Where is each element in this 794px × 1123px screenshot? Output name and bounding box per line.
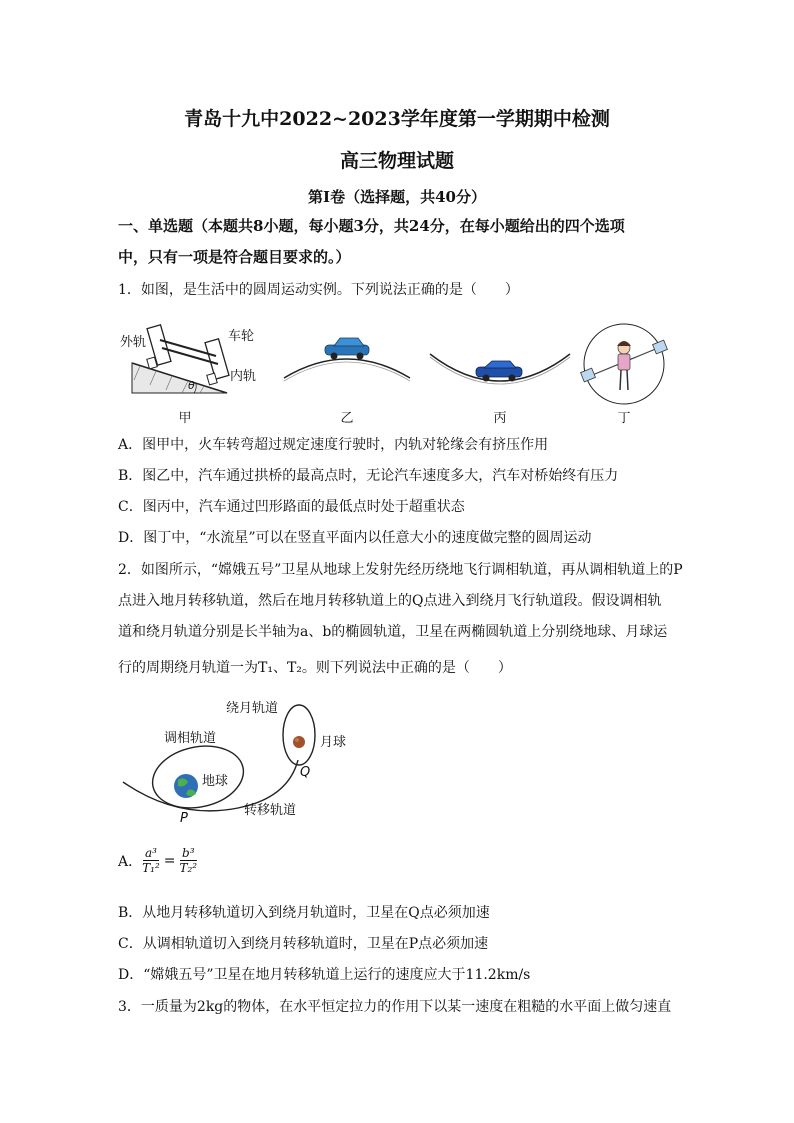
figure-ding-water-meteor: [581, 324, 668, 404]
point-p-label: P: [180, 811, 188, 826]
q1-option-b: B．图乙中，汽车通过拱桥的最高点时，无论汽车速度多大，汽车对桥始终有压力: [118, 468, 619, 484]
q2-option-a-prefix: A．: [118, 853, 143, 870]
transfer-orbit-label: 转移轨道: [244, 803, 297, 818]
q2-stem-line2: 点进入地月转移轨道，然后在地月转移轨道上的Q点进入到绕月飞行轨道段。假设调相轨: [118, 593, 662, 609]
equals-sign: =: [163, 852, 176, 869]
fraction-b-cubed-over-t2: [179, 846, 197, 875]
earth-label: 地球: [202, 774, 229, 789]
fig-label-ding: 丁: [617, 411, 631, 426]
moon-label: 月球: [320, 735, 347, 750]
section-heading-line2: 中，只有一项是符合题目要求的。）: [118, 248, 351, 266]
q2-option-a: [118, 846, 197, 875]
q3-stem: 3．一质量为2kg的物体，在水平恒定拉力的作用下以某一速度在粗糙的水平面上做匀速直: [118, 999, 672, 1015]
section-heading-line1: 一、单选题（本题共8小题，每小题3分，共24分，在每小题给出的四个选项: [118, 217, 625, 235]
outer-rail-label: 外轨: [120, 335, 147, 350]
fig-label-jia: 甲: [178, 411, 192, 426]
fraction-rhs-denominator: T₂²: [179, 861, 198, 875]
lunar-orbit: [283, 705, 315, 765]
lunar-orbit-label: 绕月轨道: [226, 701, 279, 716]
inner-rail-label: 内轨: [230, 369, 257, 384]
wheel-label: 车轮: [228, 329, 255, 344]
phasing-orbit-label: 调相轨道: [164, 731, 217, 746]
point-q-label: Q: [300, 765, 311, 780]
person-icon: [617, 341, 631, 390]
q2-option-d: D．“嫦娥五号”卫星在地月转移轨道上运行的速度应大于11.2km/s: [118, 967, 531, 983]
exam-subtitle: 高三物理试题: [339, 150, 454, 172]
sports-car-icon: [476, 361, 522, 382]
theta-label: θ: [188, 379, 195, 392]
earth-icon: [174, 774, 198, 798]
fraction-rhs-numerator: b³: [182, 846, 195, 860]
q1-option-d: D．图丁中，“水流星”可以在竖直平面内以任意大小的速度做完整的圆周运动: [118, 530, 592, 546]
q1-figure: [112, 318, 682, 428]
fraction-lhs-denominator: T₁²: [142, 861, 160, 875]
fig-label-yi: 乙: [340, 411, 354, 426]
figure-bing-concave-road: [430, 354, 570, 384]
q1-option-c: C．图丙中，汽车通过凹形路面的最低点时处于超重状态: [118, 499, 465, 515]
q2-stem-line1: 2．如图所示，“嫦娥五号”卫星从地球上发射先经历绕地飞行调相轨道，再从调相轨道上的P: [118, 562, 683, 578]
fig-label-bing: 丙: [493, 411, 507, 426]
fraction-a-cubed-over-t1: [142, 846, 160, 875]
phasing-orbit: [147, 738, 249, 816]
fraction-lhs-numerator: a³: [144, 846, 157, 860]
q1-stem: 1．如图，是生活中的圆周运动实例。下列说法正确的是（ ）: [118, 282, 519, 298]
exam-title: 青岛十九中2022~2023学年度第一学期期中检测: [184, 108, 610, 130]
figure-jia-banked-track: [120, 325, 256, 393]
car-icon: [325, 338, 369, 360]
q2-stem-line4: 行的周期绕月轨道一为T₁、T₂。则下列说法中正确的是（ ）: [118, 660, 512, 676]
figure-yi-arch-bridge: [284, 338, 410, 381]
q2-option-c: C．从调相轨道切入到绕月转移轨道时，卫星在P点必须加速: [118, 936, 489, 952]
q2-option-b: B．从地月转移轨道切入到绕月轨道时，卫星在Q点必须加速: [118, 905, 490, 921]
moon-icon: [293, 736, 305, 748]
q1-option-a: A．图甲中，火车转弯超过规定速度行驶时，内轨对轮缘会有挤压作用: [118, 437, 549, 453]
q2-orbit-figure: [118, 690, 378, 830]
volume-heading: 第Ⅰ卷（选择题，共40分）: [308, 188, 486, 206]
q2-stem-line3: 道和绕月轨道分别是长半轴为a、b的椭圆轨道，卫星在两椭圆轨道上分别绕地球、月球运: [118, 624, 668, 640]
